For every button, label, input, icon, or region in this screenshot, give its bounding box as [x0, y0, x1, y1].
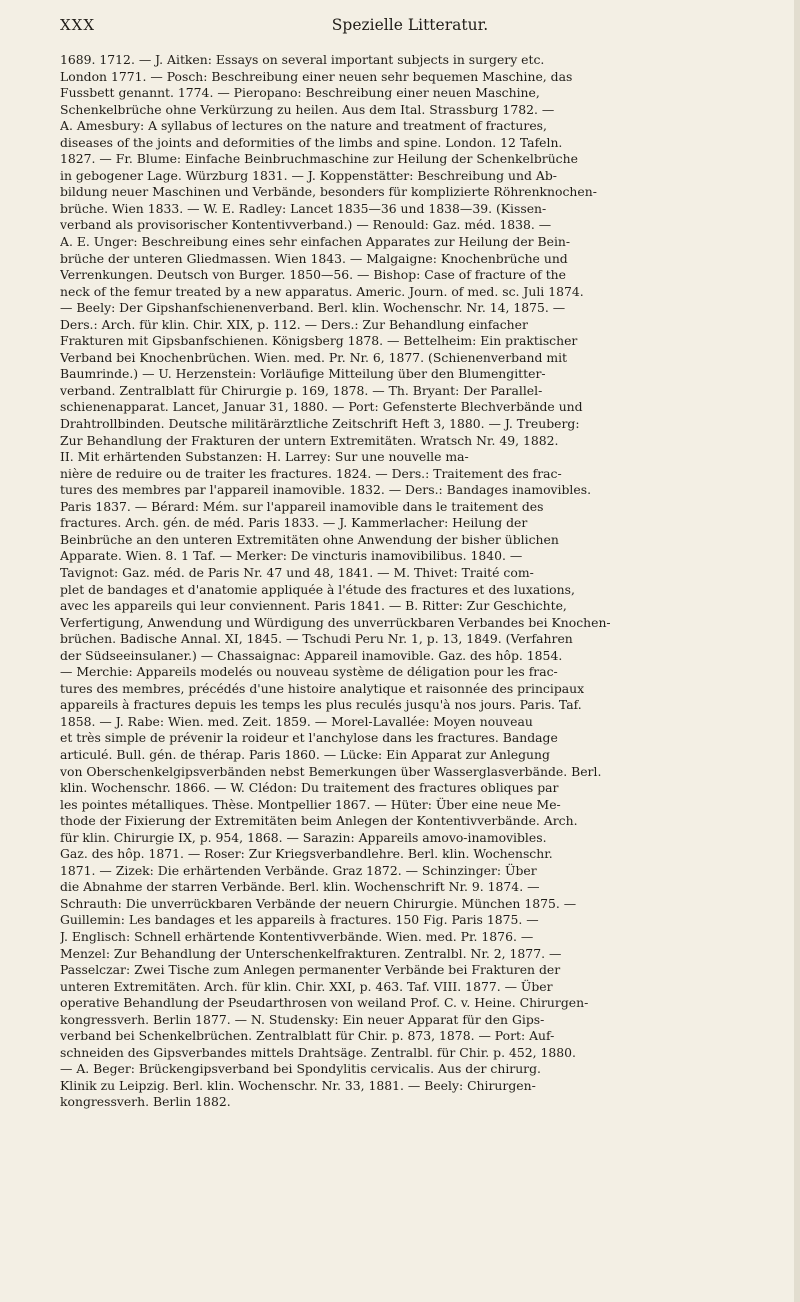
- text-line: A. E. Unger: Beschreibung eines sehr einfachen Apparates zur Heilung der Bein-: [60, 234, 571, 250]
- text-line: verband als provisorischer Kontentivverband.) — Renould: Gaz. méd. 1838. —: [60, 217, 552, 233]
- bibliography-text: [60, 52, 762, 1111]
- text-line: J. Englisch: Schnell erhärtende Kontentivverbände. Wien. med. Pr. 1876. —: [60, 928, 534, 944]
- text-line: nière de reduire ou de traiter les fractures. 1824. — Ders.: Traitement des frac-: [60, 465, 562, 481]
- text-line: klin. Wochenschr. 1866. — W. Clédon: Du traitement des fractures obliques par: [60, 780, 559, 796]
- text-line: für klin. Chirurgie IX, p. 954, 1868. — Sarazin: Appareils amovo-inamovibles.: [60, 829, 547, 845]
- text-line: 1827. — Fr. Blume: Einfache Beinbruchmaschine zur Heilung der Schenkelbrüche: [60, 151, 578, 167]
- text-line: II. Mit erhärtenden Substanzen: H. Larrey: Sur une nouvelle ma-: [60, 449, 469, 465]
- text-line: — Beely: Der Gipshanfschienenverband. Berl. klin. Wochenschr. Nr. 14, 1875. —: [60, 300, 566, 316]
- text-line: tures des membres par l'appareil inamovible. 1832. — Ders.: Bandages inamovibles.: [60, 482, 592, 498]
- text-line: 1689. 1712. — J. Aitken: Essays on several important subjects in surgery etc.: [60, 52, 545, 67]
- text-line: Schrauth: Die unverrückbaren Verbände der neuern Chirurgie. München 1875. —: [60, 895, 577, 911]
- text-line: kongressverh. Berlin 1877. — N. Studensky: Ein neuer Apparat für den Gips-: [60, 1011, 545, 1027]
- text-line: Verrenkungen. Deutsch von Burger. 1850—56. — Bishop: Case of fracture of the: [60, 267, 566, 283]
- text-line: operative Behandlung der Pseudarthrosen von weiland Prof. C. v. Heine. Chirurgen-: [60, 995, 589, 1011]
- text-line: schneiden des Gipsverbandes mittels Drahtsäge. Zentralbl. für Chir. p. 452, 1880.: [60, 1044, 576, 1060]
- text-line: et très simple de prévenir la roideur et l'anchylose dans les fractures. Bandage: [60, 730, 558, 746]
- text-line: brüche. Wien 1833. — W. E. Radley: Lancet 1835—36 und 1838—39. (Kissen-: [60, 200, 547, 216]
- text-line: kongressverh. Berlin 1882.: [60, 1094, 231, 1110]
- page-header: [60, 16, 760, 42]
- text-line: brüchen. Badische Annal. XI, 1845. — Tschudi Peru Nr. 1, p. 13, 1849. (Verfahren: [60, 631, 573, 647]
- text-line: verband. Zentralblatt für Chirurgie p. 169, 1878. — Th. Bryant: Der Parallel-: [60, 382, 543, 398]
- text-line: Baumrinde.) — U. Herzenstein: Vorläufige Mitteilung über den Blumengitter-: [60, 366, 546, 382]
- text-line: Tavignot: Gaz. méd. de Paris Nr. 47 und 48, 1841. — M. Thivet: Traité com-: [60, 564, 534, 580]
- text-line: London 1771. — Posch: Beschreibung einer neuen sehr bequemen Maschine, das: [60, 68, 573, 84]
- page-number: XXX: [60, 16, 96, 34]
- text-line: Frakturen mit Gipsbanfschienen. Königsberg 1878. — Bettelheim: Ein praktischer: [60, 333, 578, 349]
- text-line: — A. Beger: Brückengipsverband bei Spondylitis cervicalis. Aus der chirurg.: [60, 1061, 541, 1077]
- text-line: der Südseeinsulaner.) — Chassaignac: Appareil inamovible. Gaz. des hôp. 1854.: [60, 647, 563, 663]
- text-line: plet de bandages et d'anatomie appliquée à l'étude des fractures et des luxations,: [60, 581, 575, 597]
- text-line: diseases of the joints and deformities of the limbs and spine. London. 12 Tafeln.: [60, 134, 563, 150]
- text-line: Fussbett genannt. 1774. — Pieropano: Beschreibung einer neuen Maschine,: [60, 85, 540, 101]
- text-line: bildung neuer Maschinen und Verbände, besonders für komplizierte Röhrenknochen-: [60, 184, 597, 200]
- text-line: Guillemin: Les bandages et les appareils à fractures. 150 Fig. Paris 1875. —: [60, 912, 539, 928]
- text-line: Zur Behandlung der Frakturen der untern Extremitäten. Wratsch Nr. 49, 1882.: [60, 432, 559, 448]
- running-title: Spezielle Litteratur.: [331, 16, 489, 34]
- text-line: les pointes métalliques. Thèse. Montpellier 1867. — Hüter: Über eine neue Me-: [60, 796, 561, 812]
- text-line: schienenapparat. Lancet, Januar 31, 1880. — Port: Gefensterte Blechverbände und: [60, 399, 583, 415]
- text-line: Verfertigung, Anwendung und Würdigung des unverrückbaren Verbandes bei Knochen-: [60, 614, 611, 630]
- text-line: neck of the femur treated by a new apparatus. Americ. Journ. of med. sc. Juli 1874.: [60, 283, 584, 299]
- text-line: avec les appareils qui leur conviennent. Paris 1841. — B. Ritter: Zur Geschichte,: [60, 598, 567, 614]
- page-edge: [794, 0, 800, 1302]
- text-line: unteren Extremitäten. Arch. für klin. Chir. XXI, p. 463. Taf. VIII. 1877. — Über: [60, 978, 553, 994]
- text-line: Apparate. Wien. 8. 1 Taf. — Merker: De vincturis inamovibilibus. 1840. —: [60, 548, 523, 564]
- text-line: Schenkelbrüche ohne Verkürzung zu heilen. Aus dem Ital. Strassburg 1782. —: [60, 101, 555, 117]
- text-line: appareils à fractures depuis les temps les plus reculés jusqu'à nos jours. Paris. Taf.: [60, 697, 582, 713]
- text-line: 1858. — J. Rabe: Wien. med. Zeit. 1859. — Morel-Lavallée: Moyen nouveau: [60, 713, 533, 729]
- text-line: tures des membres, précédés d'une histoire analytique et raisonnée des principaux: [60, 680, 585, 696]
- text-line: Passelczar: Zwei Tische zum Anlegen permanenter Verbände bei Frakturen der: [60, 962, 561, 978]
- text-line: Menzel: Zur Behandlung der Unterschenkelfrakturen. Zentralbl. Nr. 2, 1877. —: [60, 945, 562, 961]
- text-line: brüche der unteren Gliedmassen. Wien 1843. — Malgaigne: Knochenbrüche und: [60, 250, 568, 266]
- text-line: Verband bei Knochenbrüchen. Wien. med. Pr. Nr. 6, 1877. (Schienenverband mit: [60, 349, 568, 365]
- text-line: Ders.: Arch. für klin. Chir. XIX, p. 112. — Ders.: Zur Behandlung einfacher: [60, 316, 528, 332]
- text-line: Klinik zu Leipzig. Berl. klin. Wochenschr. Nr. 33, 1881. — Beely: Chirurgen-: [60, 1077, 536, 1093]
- text-line: Gaz. des hôp. 1871. — Roser: Zur Kriegsverbandlehre. Berl. klin. Wochenschr.: [60, 846, 553, 862]
- text-line: thode der Fixierung der Extremitäten beim Anlegen der Kontentivverbände. Arch.: [60, 813, 578, 829]
- text-line: verband bei Schenkelbrüchen. Zentralblatt für Chir. p. 873, 1878. — Port: Auf-: [60, 1028, 555, 1044]
- text-line: in gebogener Lage. Würzburg 1831. — J. Koppenstätter: Beschreibung und Ab-: [60, 167, 557, 183]
- text-line: Drahtrollbinden. Deutsche militärärztliche Zeitschrift Heft 3, 1880. — J. Treuberg:: [60, 416, 580, 432]
- text-line: von Oberschenkelgipsverbänden nebst Bemerkungen über Wasserglasverbände. Berl.: [60, 763, 602, 779]
- text-line: Beinbrüche an den unteren Extremitäten ohne Anwendung der bisher üblichen: [60, 531, 559, 547]
- text-line: A. Amesbury: A syllabus of lectures on the nature and treatment of fractures,: [60, 118, 547, 134]
- text-line: articulé. Bull. gén. de thérap. Paris 1860. — Lücke: Ein Apparat zur Anlegung: [60, 746, 550, 762]
- text-line: die Abnahme der starren Verbände. Berl. klin. Wochenschrift Nr. 9. 1874. —: [60, 879, 540, 895]
- text-line: — Merchie: Appareils modelés ou nouveau système de déligation pour les frac-: [60, 664, 558, 680]
- text-line: fractures. Arch. gén. de méd. Paris 1833. — J. Kammerlacher: Heilung der: [60, 515, 528, 531]
- text-line: Paris 1837. — Bérard: Mém. sur l'appareil inamovible dans le traitement des: [60, 498, 544, 514]
- text-line: 1871. — Zizek: Die erhärtenden Verbände. Graz 1872. — Schinzinger: Über: [60, 862, 537, 878]
